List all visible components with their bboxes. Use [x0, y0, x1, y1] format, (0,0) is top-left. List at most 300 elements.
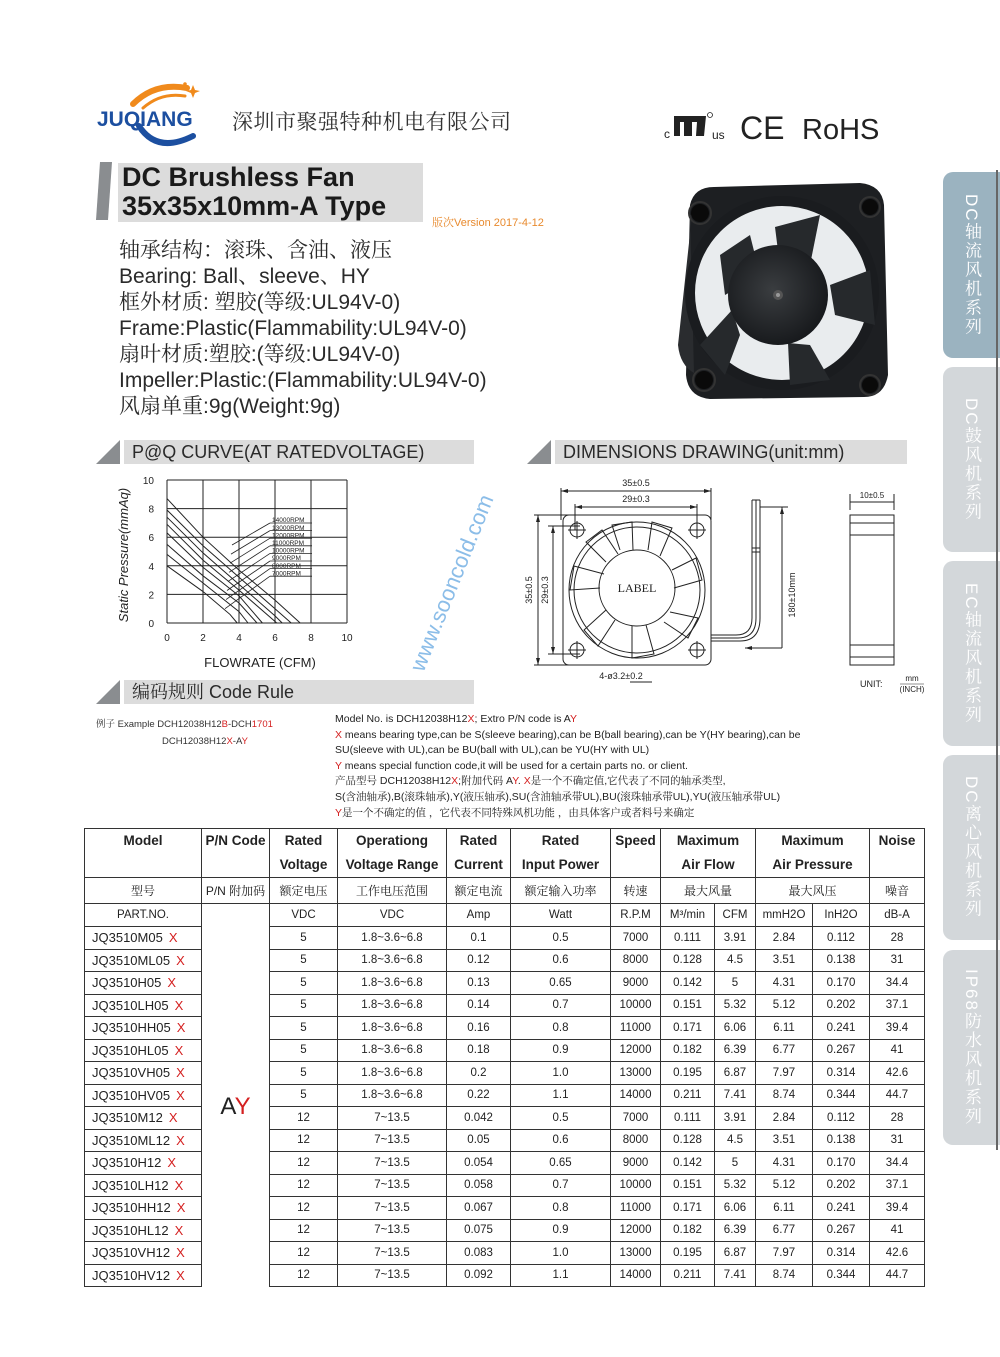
table-cell: 44.7: [870, 1264, 925, 1287]
table-cell: 0.6: [511, 949, 611, 972]
cell-model: JQ3510LH12 X: [85, 1174, 202, 1197]
section-header-code-rule: [96, 680, 476, 704]
table-cell: 0.067: [447, 1197, 511, 1220]
y-tick-label: 0: [148, 619, 154, 630]
table-cell: 11000: [611, 1017, 661, 1040]
table-cell: 3.51: [756, 1129, 813, 1152]
table-cell: 0.344: [813, 1084, 870, 1107]
x-mark: X: [176, 1020, 186, 1036]
table-cell: 12: [270, 1129, 338, 1152]
table-cell: 0.142: [661, 1152, 715, 1175]
certification-marks: [662, 106, 897, 146]
table-cell: 0.13: [447, 972, 511, 995]
table-cell: 0.5: [511, 1107, 611, 1130]
table-cell: 0.9: [511, 1039, 611, 1062]
x-mark: X: [176, 1200, 186, 1216]
side-tab-dc-axial[interactable]: [943, 172, 1000, 358]
table-cell: 0.128: [661, 1129, 715, 1152]
x-tick-label: 2: [200, 633, 206, 644]
table-cell: 1.8~3.6~6.8: [338, 994, 447, 1017]
table-cell: 3.51: [756, 949, 813, 972]
table-cell: 7000: [611, 927, 661, 950]
table-cell: 1.1: [511, 1084, 611, 1107]
col-rated-current: Rated Current: [447, 829, 511, 878]
table-cell: 42.6: [870, 1242, 925, 1265]
legend-label: 8000RPM: [272, 562, 301, 570]
dim-height-holes: 29±0.3: [540, 576, 550, 604]
cell-model: JQ3510HH12 X: [85, 1197, 202, 1220]
legend-label: 11000RPM: [272, 540, 305, 547]
table-cell: 0.111: [661, 927, 715, 950]
product-title: [118, 163, 423, 222]
table-cell: 2.84: [756, 927, 813, 950]
table-cell: 5: [270, 1084, 338, 1107]
table-cell: 1.1: [511, 1264, 611, 1287]
y-tick-label: 10: [142, 476, 154, 487]
table-cell: 9000: [611, 972, 661, 995]
table-cell: 0.195: [661, 1242, 715, 1265]
dim-width-holes: 29±0.3: [622, 494, 650, 504]
table-cell: 5.32: [715, 1174, 756, 1197]
table-cell: 11000: [611, 1197, 661, 1220]
table-cell: 0.314: [813, 1242, 870, 1265]
col-op-range: Operationg Voltage Range: [338, 829, 447, 878]
table-cell: 3.91: [715, 1107, 756, 1130]
table-cell: 6.11: [756, 1197, 813, 1220]
cell-model: JQ3510H12 X: [85, 1152, 202, 1175]
table-cell: 5: [270, 1017, 338, 1040]
spec-line: 扇叶材质:塑胶:(等级:UL94V-0): [119, 343, 401, 366]
x-mark: X: [167, 975, 177, 991]
section-triangle-icon: [527, 440, 551, 464]
table-cell: 12: [270, 1152, 338, 1175]
spec-line: Bearing: Ball、sleeve、HY: [119, 265, 370, 288]
table-cell: 5: [270, 1062, 338, 1085]
side-tab-ip68[interactable]: [943, 950, 1000, 1145]
table-cell: 0.9: [511, 1219, 611, 1242]
table-cell: 0.241: [813, 1017, 870, 1040]
table-cell: 0.138: [813, 949, 870, 972]
table-cell: 0.14: [447, 994, 511, 1017]
table-cell: 5: [270, 949, 338, 972]
col-rated-voltage: Rated Voltage: [270, 829, 338, 878]
table-cell: 7~13.5: [338, 1242, 447, 1265]
table-cell: 0.170: [813, 972, 870, 995]
table-cell: 1.8~3.6~6.8: [338, 949, 447, 972]
table-cell: 7~13.5: [338, 1174, 447, 1197]
table-cell: 0.6: [511, 1129, 611, 1152]
table-cell: 8000: [611, 1129, 661, 1152]
x-tick-label: 10: [341, 633, 353, 644]
cell-pn-code: AY: [202, 927, 270, 1287]
table-cell: 0.7: [511, 994, 611, 1017]
watermark: www.sooncold.com: [404, 490, 499, 675]
table-cell: 42.6: [870, 1062, 925, 1085]
table-cell: 5: [270, 994, 338, 1017]
unit-mm: mm: [905, 674, 919, 683]
col-noise: Noise: [870, 829, 925, 878]
table-cell: 34.4: [870, 972, 925, 995]
x-mark: X: [176, 1087, 185, 1103]
side-tab-dc-centrifugal[interactable]: [943, 755, 1000, 940]
x-mark: X: [176, 1065, 185, 1081]
table-cell: 0.18: [447, 1039, 511, 1062]
unit-label: UNIT:: [860, 679, 883, 689]
table-cell: 0.5: [511, 927, 611, 950]
dim-height-outer: 35±0.5: [524, 576, 534, 604]
legend-leader: [225, 576, 270, 609]
table-cell: 8.74: [756, 1084, 813, 1107]
y-tick-label: 4: [148, 561, 154, 573]
col-pressure: Maximum Air Pressure: [756, 829, 870, 878]
col-rated-power: Rated Input Power: [511, 829, 611, 878]
section-header-pq: [96, 440, 476, 464]
table-cell: 1.8~3.6~6.8: [338, 972, 447, 995]
legend-label: 7000RPM: [272, 570, 301, 578]
table-cell: 0.170: [813, 1152, 870, 1175]
spec-line: 轴承结构：滚珠、含油、液压: [119, 239, 392, 262]
table-cell: 7.97: [756, 1242, 813, 1265]
spec-list: [119, 238, 487, 420]
table-cell: 6.87: [715, 1062, 756, 1085]
chart-x-label: FLOWRATE (CFM): [204, 655, 316, 670]
x-mark: X: [168, 930, 178, 946]
x-tick-label: 8: [308, 633, 314, 644]
version-label: 版次Version 2017-4-12: [432, 217, 544, 229]
table-cell: 0.211: [661, 1264, 715, 1287]
table-cell: 7.41: [715, 1084, 756, 1107]
table-cell: 12: [270, 1264, 338, 1287]
code-rule-line: SU(sleeve with UL),can be BU(ball with UL),can be YU(HY with UL): [335, 744, 650, 757]
legend-leader: [228, 553, 270, 581]
table-cell: 31: [870, 1129, 925, 1152]
company-name: 深圳市聚强特种机电有限公司: [232, 111, 512, 134]
table-cell: 5.32: [715, 994, 756, 1017]
cell-model: JQ3510HL12 X: [85, 1219, 202, 1242]
table-cell: 4.31: [756, 972, 813, 995]
spec-line: Frame:Plastic(Flammability:UL94V-0): [119, 317, 467, 340]
table-cell: 14000: [611, 1084, 661, 1107]
table-cell: 0.1: [447, 927, 511, 950]
code-rule-line: Model No. is DCH12038H12X; Extro P/N code is AY: [335, 713, 578, 725]
table-cell: 8.74: [756, 1264, 813, 1287]
spec-line: Impeller:Plastic:(Flammability:UL94V-0): [119, 369, 487, 392]
cell-model: JQ3510H05 X: [85, 972, 202, 995]
table-row: [85, 927, 925, 950]
side-tab-label: DC鼓风机系列: [962, 397, 981, 522]
table-body: [85, 927, 925, 1287]
x-mark: X: [176, 1267, 185, 1283]
x-mark: X: [174, 1222, 184, 1238]
table-cell: 1.8~3.6~6.8: [338, 1039, 447, 1062]
rohs-mark: RoHS: [802, 114, 880, 146]
table-cell: 0.182: [661, 1039, 715, 1062]
table-cell: 0.092: [447, 1264, 511, 1287]
dim-holes: 4-ø3.2±0.2: [599, 671, 643, 681]
y-tick-label: 6: [148, 533, 154, 545]
dim-thickness: 10±0.5: [859, 491, 885, 500]
table-cell: 0.054: [447, 1152, 511, 1175]
table-cell: 10000: [611, 1174, 661, 1197]
x-tick-label: 0: [164, 633, 170, 644]
table-cell: 0.202: [813, 1174, 870, 1197]
cell-model: JQ3510HV12 X: [85, 1264, 202, 1287]
table-cell: 37.1: [870, 994, 925, 1017]
table-cell: 0.16: [447, 1017, 511, 1040]
dim-lead-length: 180±10mm: [787, 572, 797, 618]
table-cell: 0.2: [447, 1062, 511, 1085]
code-rule-line: Y是一个不确定的值 ，它代表不同特殊风机功能 ，由具体客户或者料号来确定: [335, 806, 695, 819]
table-cell: 0.22: [447, 1084, 511, 1107]
example-line-1: 例子 Example DCH12038H12B-DCH1701: [96, 719, 273, 730]
title-accent: [96, 162, 112, 220]
code-rule-line: 产品型号 DCH12038H12X;附加代码 AY. X是一个不确定值,它代表了不同的轴承类型,: [335, 775, 726, 788]
table-cell: 0.65: [511, 1152, 611, 1175]
table-cell: 0.195: [661, 1062, 715, 1085]
table-cell: 5: [715, 972, 756, 995]
x-mark: X: [174, 997, 184, 1013]
col-airflow: Maximum Air Flow: [661, 829, 756, 878]
product-title-line2: 35x35x10mm-A Type: [122, 191, 387, 221]
table-cell: 13000: [611, 1242, 661, 1265]
table-cell: 0.042: [447, 1107, 511, 1130]
dimensions-drawing: [520, 470, 940, 695]
legend-label: 14000RPM: [272, 517, 305, 525]
spec-table: [84, 828, 925, 1287]
table-cell: 0.211: [661, 1084, 715, 1107]
table-cell: 0.138: [813, 1129, 870, 1152]
ul-us-text: us: [712, 128, 725, 142]
table-cell: 0.128: [661, 949, 715, 972]
table-cell: 7~13.5: [338, 1197, 447, 1220]
table-cell: 12: [270, 1242, 338, 1265]
table-cell: 12: [270, 1197, 338, 1220]
legend-label: 13000RPM: [272, 524, 305, 532]
table-cell: 0.112: [813, 927, 870, 950]
hub-label: LABEL: [617, 581, 657, 595]
table-cell: 0.151: [661, 994, 715, 1017]
side-tab-label: IP68防水风机系列: [962, 969, 981, 1126]
chart-y-label: Static Pressure(mmAq): [116, 487, 131, 623]
x-mark: X: [176, 1132, 185, 1148]
side-tab-label: EC轴流风机系列: [962, 582, 981, 725]
table-cell: 5: [715, 1152, 756, 1175]
table-cell: 8000: [611, 949, 661, 972]
table-cell: 12000: [611, 1039, 661, 1062]
table-cell: 34.4: [870, 1152, 925, 1175]
table-cell: 1.0: [511, 1062, 611, 1085]
table-cell: 0.8: [511, 1197, 611, 1220]
legend-leader: [229, 546, 270, 573]
section-triangle-icon: [96, 440, 120, 464]
table-cell: 7~13.5: [338, 1152, 447, 1175]
table-cell: 0.171: [661, 1017, 715, 1040]
cell-model: JQ3510VH05 X: [85, 1062, 202, 1085]
cell-model: JQ3510HH05 X: [85, 1017, 202, 1040]
table-cell: 7~13.5: [338, 1129, 447, 1152]
ul-mark-icon: [674, 113, 713, 137]
table-cell: 5: [270, 1039, 338, 1062]
table-cell: 41: [870, 1039, 925, 1062]
table-cell: 12: [270, 1107, 338, 1130]
section-title: DIMENSIONS DRAWING(unit:mm): [555, 440, 907, 464]
section-header-dimensions: [527, 440, 909, 464]
table-cell: 37.1: [870, 1174, 925, 1197]
x-tick-label: 4: [236, 633, 242, 644]
table-cell: 13000: [611, 1062, 661, 1085]
table-cell: 12: [270, 1174, 338, 1197]
cell-model: JQ3510ML05 X: [85, 949, 202, 972]
table-cell: 4.31: [756, 1152, 813, 1175]
table-cell: 6.77: [756, 1219, 813, 1242]
table-cell: 0.05: [447, 1129, 511, 1152]
table-cell: 1.8~3.6~6.8: [338, 1062, 447, 1085]
series-line: [167, 517, 282, 623]
table-cell: 39.4: [870, 1197, 925, 1220]
table-cell: 7.41: [715, 1264, 756, 1287]
table-cell: 0.151: [661, 1174, 715, 1197]
table-cell: 0.202: [813, 994, 870, 1017]
cell-model: JQ3510HV05 X: [85, 1084, 202, 1107]
code-example: [96, 716, 273, 750]
table-cell: 1.8~3.6~6.8: [338, 1084, 447, 1107]
table-cell: 41: [870, 1219, 925, 1242]
legend-leader: [226, 569, 270, 600]
x-mark: X: [174, 1177, 184, 1193]
legend-label: 12000RPM: [272, 532, 305, 540]
table-cell: 0.65: [511, 972, 611, 995]
table-cell: 7~13.5: [338, 1264, 447, 1287]
table-cell: 9000: [611, 1152, 661, 1175]
section-title: 编码规则 Code Rule: [124, 680, 474, 704]
y-tick-label: 8: [148, 504, 154, 516]
table-cell: 0.8: [511, 1017, 611, 1040]
x-mark: X: [168, 1110, 178, 1126]
table-cell: 6.06: [715, 1197, 756, 1220]
x-mark: X: [167, 1155, 177, 1171]
y-tick-label: 2: [148, 590, 154, 602]
table-cell: 2.84: [756, 1107, 813, 1130]
spec-line: 风扇单重:9g(Weight:9g): [119, 395, 341, 418]
table-cell: 0.241: [813, 1197, 870, 1220]
side-tab-label: DC轴流风机系列: [962, 193, 981, 337]
table-cell: 4.5: [715, 1129, 756, 1152]
pq-curve-chart: [112, 470, 362, 675]
section-triangle-icon: [96, 680, 120, 704]
table-cell: 1.8~3.6~6.8: [338, 927, 447, 950]
table-cell: 7.97: [756, 1062, 813, 1085]
section-title: P@Q CURVE(AT RATEDVOLTAGE): [124, 440, 474, 464]
table-cell: 3.91: [715, 927, 756, 950]
ul-c-text: c: [664, 127, 670, 141]
col-model: Model: [85, 829, 202, 878]
unit-inch: (INCH): [899, 685, 925, 694]
code-rule-line: S(含油轴承),B(滚珠轴承),Y(液压轴承),SU(含油轴承带UL),BU(滚珠轴承带UL),YU(液压轴承带UL): [335, 790, 781, 803]
table-cn-header-row: 型号 P/N 附加码 额定电压 工作电压范围 额定电流 额定输入功率 转速 最大风量 最大风压 噪音: [85, 878, 925, 904]
logo-text: JUQIANG: [97, 108, 193, 131]
cell-model: JQ3510ML12 X: [85, 1129, 202, 1152]
table-cell: 7~13.5: [338, 1107, 447, 1130]
spec-line: 框外材质: 塑胶(等级:UL94V-0): [119, 291, 401, 314]
side-tab-label: DC离心风机系列: [962, 776, 981, 919]
table-cell: 0.171: [661, 1197, 715, 1220]
legend-label: 10000RPM: [272, 547, 305, 555]
cell-model: JQ3510LH05 X: [85, 994, 202, 1017]
table-cell: 28: [870, 927, 925, 950]
cell-model: JQ3510VH12 X: [85, 1242, 202, 1265]
table-cell: 0.083: [447, 1242, 511, 1265]
cell-model: JQ3510M12 X: [85, 1107, 202, 1130]
series-line: [167, 544, 257, 623]
ce-mark: CE: [740, 110, 785, 146]
table-cell: 31: [870, 949, 925, 972]
table-cell: 0.075: [447, 1219, 511, 1242]
table-cell: 44.7: [870, 1084, 925, 1107]
table-cell: 5: [270, 927, 338, 950]
table-cell: 28: [870, 1107, 925, 1130]
table-cell: 6.77: [756, 1039, 813, 1062]
table-cell: 5.12: [756, 1174, 813, 1197]
table-cell: 6.87: [715, 1242, 756, 1265]
series-line: [167, 554, 248, 623]
cell-model: JQ3510HL05 X: [85, 1039, 202, 1062]
col-speed: Speed: [611, 829, 661, 878]
x-mark: X: [176, 1245, 185, 1261]
table-cell: 5: [270, 972, 338, 995]
table-cell: 7000: [611, 1107, 661, 1130]
col-pn-code: P/N Code: [202, 829, 270, 878]
table-cell: 0.058: [447, 1174, 511, 1197]
table-cell: 0.142: [661, 972, 715, 995]
side-tab-dc-blower[interactable]: [943, 367, 1000, 552]
table-cell: 1.0: [511, 1242, 611, 1265]
code-rule-text: [335, 712, 800, 821]
table-header-row: [85, 829, 925, 878]
x-mark: X: [176, 952, 185, 968]
table-cell: 0.267: [813, 1219, 870, 1242]
table-cell: 6.11: [756, 1017, 813, 1040]
table-cell: 6.39: [715, 1219, 756, 1242]
x-mark: X: [174, 1042, 184, 1058]
example-line-2: DCH12038H12X-AY: [162, 736, 248, 747]
cell-model: JQ3510M05 X: [85, 927, 202, 950]
table-cell: 0.7: [511, 1174, 611, 1197]
code-rule-line: Y means special function code,it will be used for a certain parts no. or client.: [335, 759, 688, 772]
table-cell: 39.4: [870, 1017, 925, 1040]
x-tick-label: 6: [272, 633, 278, 644]
table-cell: 1.8~3.6~6.8: [338, 1017, 447, 1040]
table-cell: 0.267: [813, 1039, 870, 1062]
side-tab-ec-axial[interactable]: [943, 561, 1000, 746]
fan-product-photo: [670, 175, 898, 405]
table-unit-row: PART.NO. VDC VDC Amp Watt R.P.M M³/min CFM mmH2O InH2O dB-A: [85, 904, 925, 927]
table-cell: 12: [270, 1219, 338, 1242]
table-cell: 10000: [611, 994, 661, 1017]
table-cell: 4.5: [715, 949, 756, 972]
table-cell: 6.39: [715, 1039, 756, 1062]
dim-width-outer: 35±0.5: [622, 478, 650, 488]
company-logo: [95, 82, 225, 152]
product-title-line1: DC Brushless Fan: [122, 162, 355, 192]
code-rule-line: X means bearing type,can be S(sleeve bearing),can be B(ball bearing),can be Y(HY bearing),can be: [335, 728, 801, 741]
table-cell: 0.112: [813, 1107, 870, 1130]
table-cell: 0.314: [813, 1062, 870, 1085]
table-cell: 6.06: [715, 1017, 756, 1040]
table-cell: 12000: [611, 1219, 661, 1242]
side-divider: [996, 170, 998, 1150]
table-cell: 0.344: [813, 1264, 870, 1287]
legend-label: 9000RPM: [272, 555, 301, 563]
